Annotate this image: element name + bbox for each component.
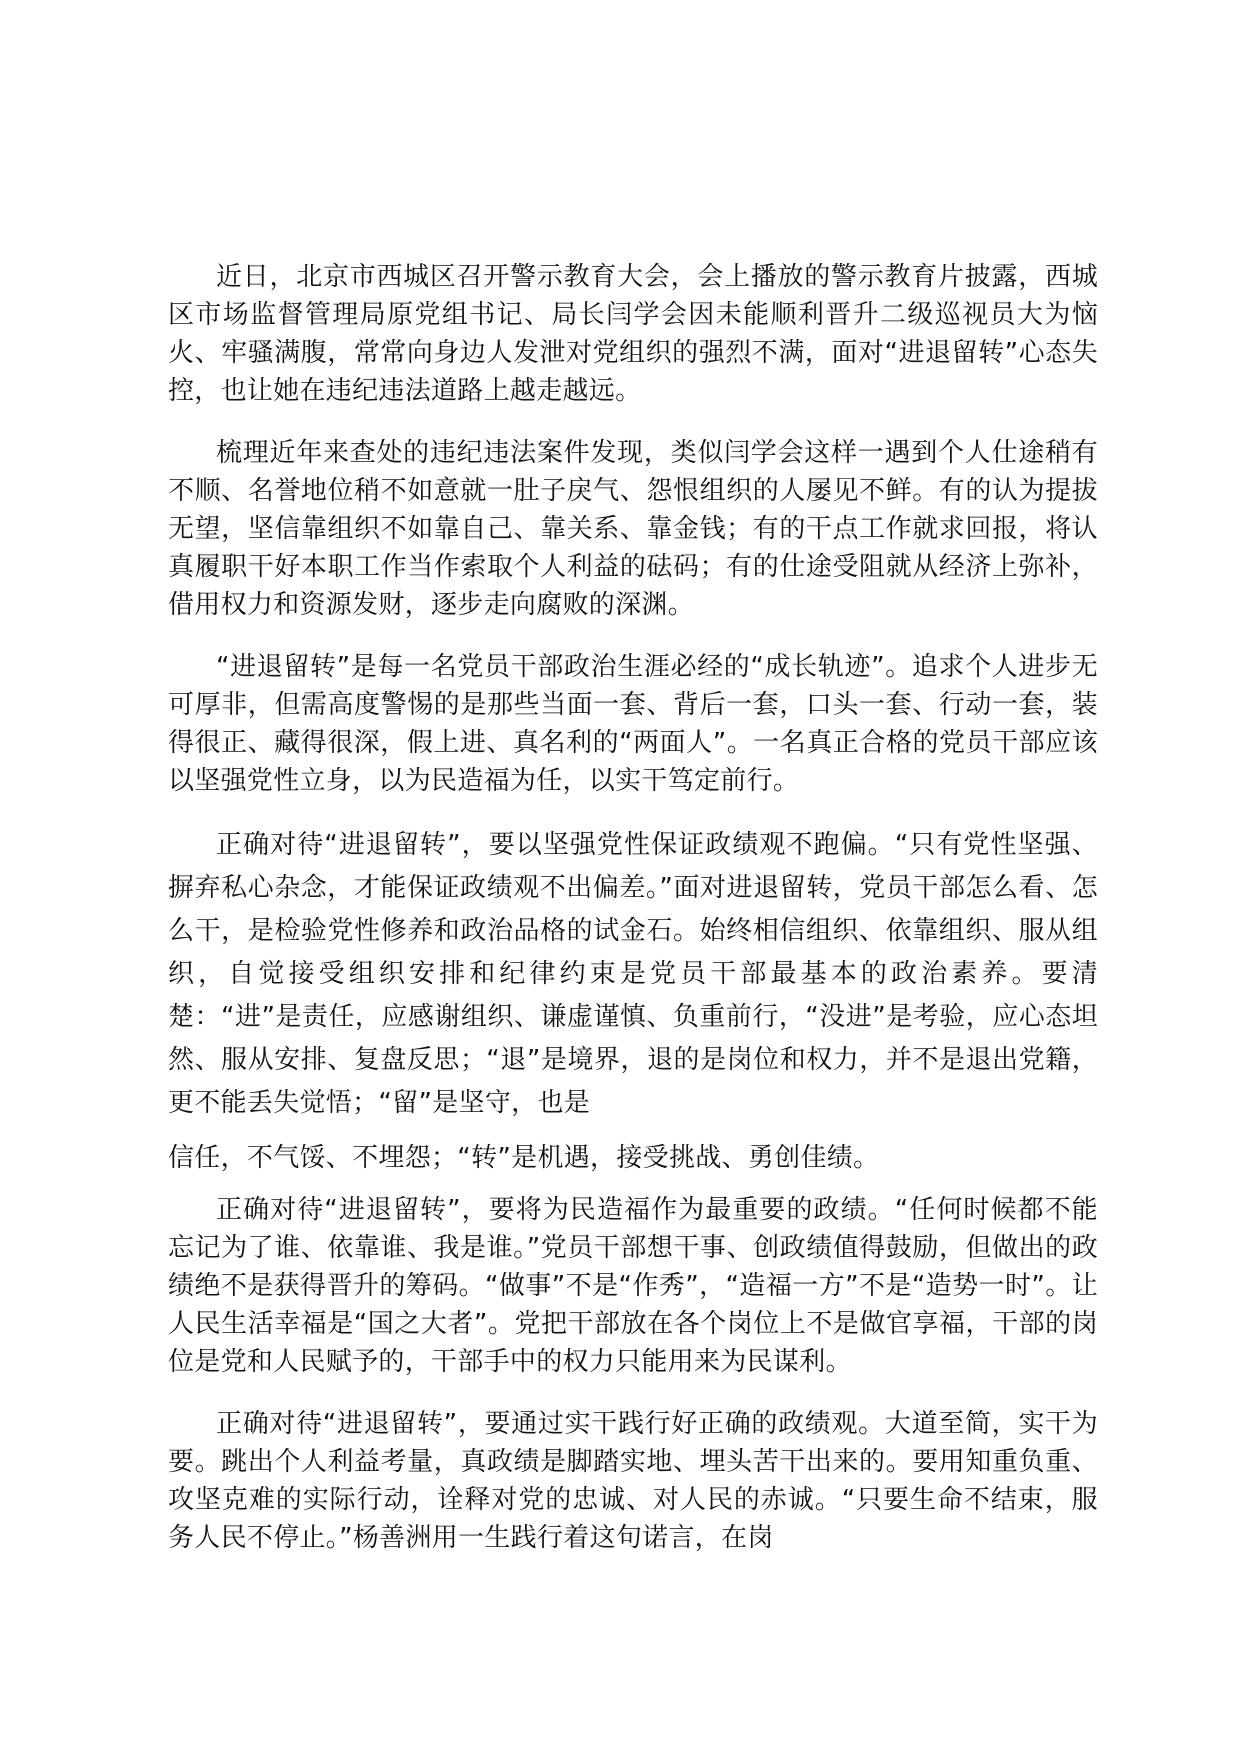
paragraph-5: 正确对待“进退留转”，要将为民造福作为最重要的政绩。“任何时候都不能忘记为了谁、依靠谁、我是谁。”党员干部想干事、创政绩值得鼓励，但做出的政绩绝不是获得晋升的筹码。“做事”不是“作秀”，“造福一方”不是“造势一时”。让人民生活幸福是“国之大者”。党把干部放在各个岗位上不是做官享福，干部的岗位是党和人民赋予的，干部手中的权力只能用来为民谋利。 xyxy=(168,1195,1098,1377)
paragraph-2: 梳理近年来查处的违纪违法案件发现，类似闫学会这样一遇到个人仕途稍有不顺、名誉地位稍不如意就一肚子戾气、怨恨组织的人屡见不鲜。有的认为提拔无望，坚信靠组织不如靠自己、靠关系、靠金钱；有的干点工作就求回报，将认真履职干好本职工作当作索取个人利益的砝码；有的仕途受阻就从经济上弥补，借用权力和资源发财，逐步走向腐败的深渊。 xyxy=(168,438,1098,620)
paragraph-4: 正确对待“进退留转”，要以坚强党性保证政绩观不跑偏。“只有党性坚强、摒弃私心杂念，才能保证政绩观不出偏差。”面对进退留转，党员干部怎么看、怎么干，是检验党性修养和政治品格的试金石。始终相信组织、依靠组织、服从组织，自觉接受组织安排和纪律约束是党员干部最基本的政治素养。要清楚：“进”是责任，应感谢组织、谦虚谨慎、负重前行，“没进”是考验，应心态坦然、服从安排、复盘反思；“退”是境界，退的是岗位和权力，并不是退出党籍，更不能丢失觉悟；“留”是坚守，也是 xyxy=(168,830,1098,1118)
paragraph-1: 近日，北京市西城区召开警示教育大会，会上播放的警示教育片披露，西城区市场监督管理局原党组书记、局长闫学会因未能顺利晋升二级巡视员大为恼火、牢骚满腹，常常向身边人发泄对党组织的强烈不满，面对“进退留转”心态失控，也让她在违纪违法道路上越走越远。 xyxy=(168,262,1098,406)
paragraph-4-continued: 信任，不气馁、不埋怨；“转”是机遇，接受挑战、勇创佳绩。 xyxy=(168,1143,880,1173)
paragraph-3: “进退留转”是每一名党员干部政治生涯必经的“成长轨迹”。追求个人进步无可厚非，但需高度警惕的是那些当面一套、背后一套，口头一套、行动一套，装得很正、藏得很深，假上进、真名利的“两面人”。一名真正合格的党员干部应该以坚强党性立身，以为民造福为任，以实干笃定前行。 xyxy=(168,652,1098,796)
paragraph-6: 正确对待“进退留转”，要通过实干践行好正确的政绩观。大道至简，实干为要。跳出个人利益考量，真政绩是脚踏实地、埋头苦干出来的。要用知重负重、攻坚克难的实际行动，诠释对党的忠诚、对人民的赤诚。“只要生命不结束，服务人民不停止。”杨善洲用一生践行着这句诺言，在岗 xyxy=(168,1409,1098,1553)
article-body xyxy=(168,258,1098,1581)
